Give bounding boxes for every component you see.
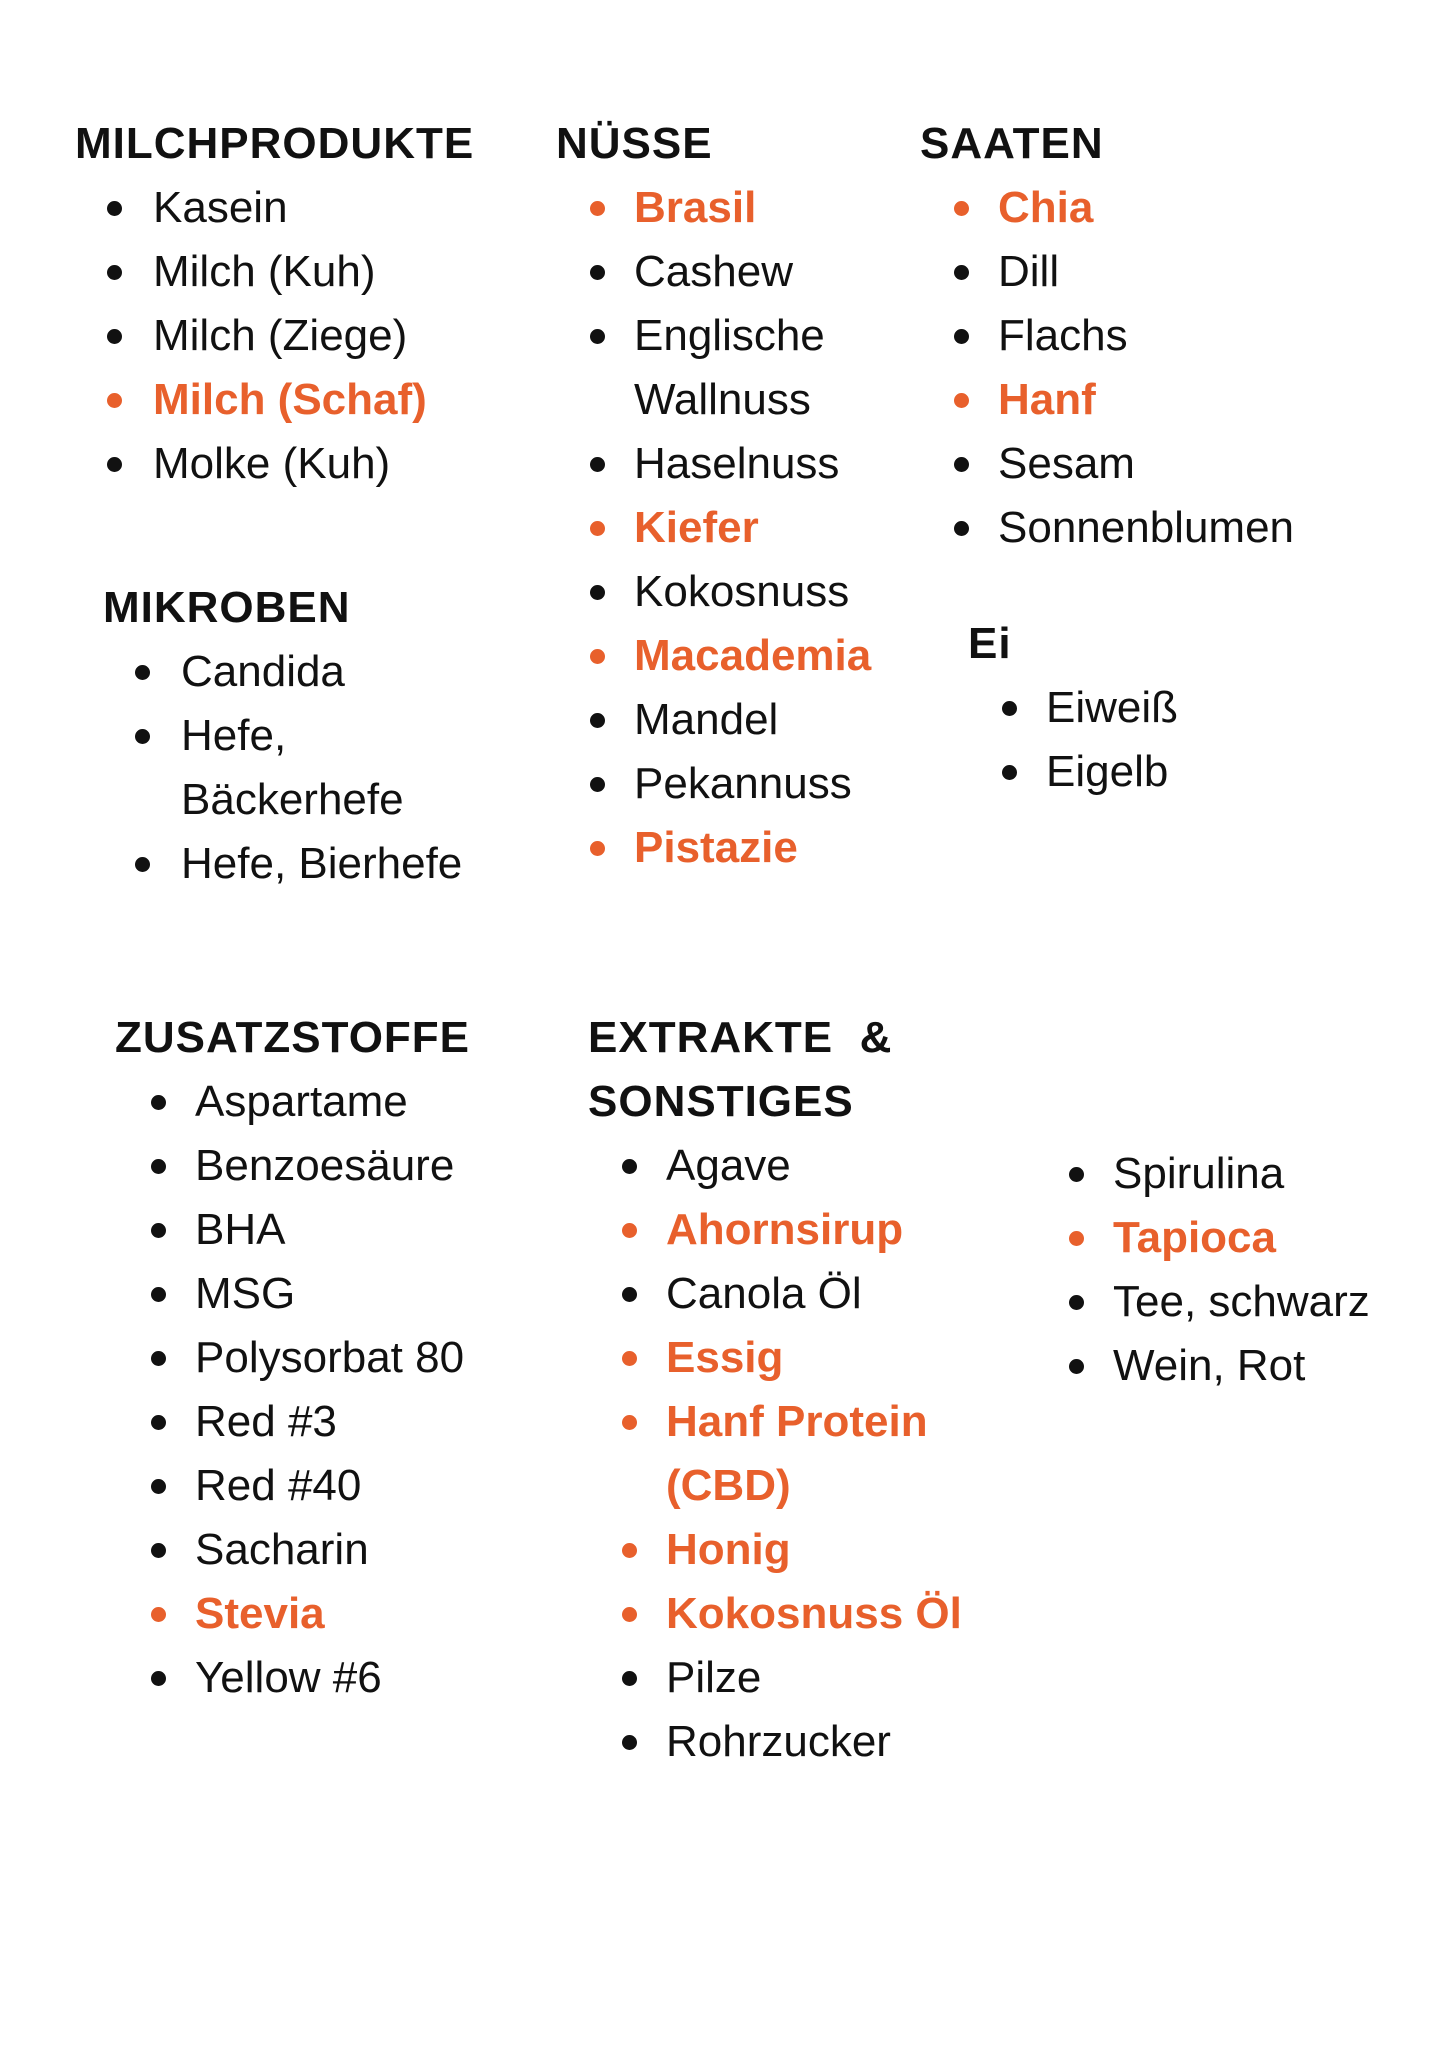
list-item-label: Milch (Schaf) xyxy=(153,375,427,424)
bullet-icon xyxy=(622,1351,637,1366)
section-nuesse xyxy=(556,112,871,880)
list-item-label: Hefe, Bierhefe xyxy=(181,839,463,888)
list-milchprodukte xyxy=(75,176,474,496)
bullet-icon xyxy=(1069,1295,1084,1310)
bullet-icon xyxy=(1069,1231,1084,1246)
bullet-icon xyxy=(622,1415,637,1430)
list-item-continuation xyxy=(103,768,462,832)
heading-zusatzstoffe: ZUSATZSTOFFE xyxy=(115,1013,471,1062)
bullet-icon xyxy=(151,1351,166,1366)
bullet-icon xyxy=(107,329,122,344)
list-item-label: Kasein xyxy=(153,183,288,232)
heading-nuesse: NÜSSE xyxy=(556,119,713,168)
list-item xyxy=(115,1134,470,1198)
bullet-icon xyxy=(107,201,122,216)
list-item xyxy=(103,704,462,768)
list-extrakte xyxy=(588,1134,962,1774)
list-item xyxy=(556,432,871,496)
list-item-label: Kokosnuss xyxy=(634,567,850,616)
list-item xyxy=(556,688,871,752)
bullet-icon xyxy=(151,1479,166,1494)
list-item-label: Chia xyxy=(998,183,1094,232)
list-item xyxy=(115,1070,470,1134)
list-item-label: Haselnuss xyxy=(634,439,840,488)
bullet-icon xyxy=(135,729,150,744)
bullet-icon xyxy=(590,585,605,600)
list-zusatzstoffe xyxy=(115,1070,470,1710)
list-item-continuation xyxy=(588,1454,962,1518)
list-item-label: Canola Öl xyxy=(666,1269,862,1318)
list-item-label: Agave xyxy=(666,1141,791,1190)
bullet-icon xyxy=(954,329,969,344)
list-item-label: BHA xyxy=(195,1205,286,1254)
list-saaten xyxy=(920,176,1294,560)
bullet-icon xyxy=(107,393,122,408)
list-item-label: Sacharin xyxy=(195,1525,369,1574)
list-item xyxy=(115,1518,470,1582)
bullet-icon xyxy=(622,1671,637,1686)
bullet-icon xyxy=(590,841,605,856)
heading-extrakte-line1: EXTRAKTE & xyxy=(588,1013,893,1062)
heading-ei: Ei xyxy=(968,619,1012,668)
list-item xyxy=(588,1390,962,1454)
list-item-label: Red #3 xyxy=(195,1397,337,1446)
bullet-icon xyxy=(590,777,605,792)
list-mikroben xyxy=(103,640,462,896)
list-item-label: Molke (Kuh) xyxy=(153,439,391,488)
list-item xyxy=(115,1646,470,1710)
list-item xyxy=(115,1454,470,1518)
list-item-label: Flachs xyxy=(998,311,1128,360)
list-item-label: Kiefer xyxy=(634,503,759,552)
list-item-label: Cashew xyxy=(634,247,793,296)
list-item-label: Mandel xyxy=(634,695,779,744)
list-nuesse xyxy=(556,176,871,880)
bullet-icon xyxy=(1069,1167,1084,1182)
list-sonstiges-continued xyxy=(1035,1142,1370,1398)
list-item xyxy=(1035,1142,1370,1206)
list-item xyxy=(556,624,871,688)
list-item-label: Hanf Protein xyxy=(666,1397,928,1446)
list-item xyxy=(588,1326,962,1390)
list-item xyxy=(920,368,1294,432)
list-item xyxy=(588,1646,962,1710)
list-item-label: MSG xyxy=(195,1269,296,1318)
bullet-icon xyxy=(622,1543,637,1558)
list-item-label: Pistazie xyxy=(634,823,798,872)
list-item xyxy=(75,176,474,240)
list-item-label: (CBD) xyxy=(666,1461,791,1510)
bullet-icon xyxy=(1069,1359,1084,1374)
list-item xyxy=(556,176,871,240)
bullet-icon xyxy=(151,1223,166,1238)
list-item xyxy=(588,1582,962,1646)
list-item xyxy=(968,676,1178,740)
section-sonstiges-continued xyxy=(1035,1142,1370,1398)
list-item-label: Wallnuss xyxy=(634,375,811,424)
list-item xyxy=(1035,1206,1370,1270)
list-item-label: Essig xyxy=(666,1333,784,1382)
bullet-icon xyxy=(622,1607,637,1622)
bullet-icon xyxy=(954,393,969,408)
list-item-label: Candida xyxy=(181,647,345,696)
list-item xyxy=(588,1198,962,1262)
list-item xyxy=(1035,1334,1370,1398)
list-item xyxy=(556,304,871,368)
list-item-label: Polysorbat 80 xyxy=(195,1333,465,1382)
section-zusatzstoffe xyxy=(115,1006,470,1710)
list-item xyxy=(556,496,871,560)
bullet-icon xyxy=(590,329,605,344)
list-item-label: Honig xyxy=(666,1525,791,1574)
list-item xyxy=(588,1134,962,1198)
bullet-icon xyxy=(135,665,150,680)
list-item xyxy=(588,1710,962,1774)
list-item-label: Kokosnuss Öl xyxy=(666,1589,962,1638)
bullet-icon xyxy=(151,1159,166,1174)
bullet-icon xyxy=(1002,765,1017,780)
bullet-icon xyxy=(622,1223,637,1238)
bullet-icon xyxy=(590,457,605,472)
list-item-label: Yellow #6 xyxy=(195,1653,382,1702)
list-item-label: Eiweiß xyxy=(1046,683,1179,732)
bullet-icon xyxy=(954,457,969,472)
list-ei xyxy=(968,676,1178,804)
list-item-label: Eigelb xyxy=(1046,747,1169,796)
list-item-label: Pekannuss xyxy=(634,759,852,808)
list-item-label: Aspartame xyxy=(195,1077,408,1126)
list-item xyxy=(968,740,1178,804)
list-item xyxy=(920,240,1294,304)
bullet-icon xyxy=(1002,701,1017,716)
list-item xyxy=(1035,1270,1370,1334)
list-item xyxy=(588,1518,962,1582)
bullet-icon xyxy=(622,1735,637,1750)
bullet-icon xyxy=(151,1671,166,1686)
bullet-icon xyxy=(590,265,605,280)
list-item-label: Red #40 xyxy=(195,1461,362,1510)
list-item xyxy=(920,176,1294,240)
list-item xyxy=(75,240,474,304)
list-item-label: Milch (Kuh) xyxy=(153,247,376,296)
heading-extrakte-line2: SONSTIGES xyxy=(588,1077,854,1126)
list-item-label: Sonnenblumen xyxy=(998,503,1295,552)
bullet-icon xyxy=(107,457,122,472)
bullet-icon xyxy=(590,521,605,536)
list-item xyxy=(556,240,871,304)
list-item-label: Pilze xyxy=(666,1653,762,1702)
heading-mikroben: MIKROBEN xyxy=(103,583,351,632)
list-item-continuation xyxy=(556,368,871,432)
list-item xyxy=(103,640,462,704)
bullet-icon xyxy=(590,713,605,728)
list-item-label: Macademia xyxy=(634,631,872,680)
bullet-icon xyxy=(954,265,969,280)
list-item-label: Benzoesäure xyxy=(195,1141,455,1190)
list-item xyxy=(556,560,871,624)
section-milchprodukte xyxy=(75,112,474,496)
bullet-icon xyxy=(151,1415,166,1430)
list-item-label: Brasil xyxy=(634,183,757,232)
list-item-label: Stevia xyxy=(195,1589,325,1638)
section-mikroben xyxy=(103,576,462,896)
list-item xyxy=(920,432,1294,496)
list-item-label: Sesam xyxy=(998,439,1135,488)
bullet-icon xyxy=(151,1543,166,1558)
list-item xyxy=(588,1262,962,1326)
list-item-label: Wein, Rot xyxy=(1113,1341,1306,1390)
bullet-icon xyxy=(590,649,605,664)
bullet-icon xyxy=(151,1095,166,1110)
list-item xyxy=(115,1582,470,1646)
heading-saaten: SAATEN xyxy=(920,119,1104,168)
list-item-label: Spirulina xyxy=(1113,1149,1285,1198)
bullet-icon xyxy=(954,521,969,536)
bullet-icon xyxy=(622,1287,637,1302)
bullet-icon xyxy=(622,1159,637,1174)
section-ei xyxy=(968,612,1178,804)
bullet-icon xyxy=(151,1287,166,1302)
list-item-label: Hanf xyxy=(998,375,1096,424)
list-item-label: Hefe, xyxy=(181,711,287,760)
section-extrakte xyxy=(588,1006,962,1774)
list-item xyxy=(115,1390,470,1454)
list-item xyxy=(75,304,474,368)
bullet-icon xyxy=(107,265,122,280)
list-item xyxy=(103,832,462,896)
bullet-icon xyxy=(954,201,969,216)
list-item xyxy=(75,368,474,432)
bullet-icon xyxy=(590,201,605,216)
list-item-label: Milch (Ziege) xyxy=(153,311,408,360)
list-item xyxy=(115,1326,470,1390)
list-item-label: Englische xyxy=(634,311,825,360)
list-item-label: Tapioca xyxy=(1113,1213,1277,1262)
list-item-label: Ahornsirup xyxy=(666,1205,904,1254)
list-item-label: Dill xyxy=(998,247,1060,296)
list-item xyxy=(556,816,871,880)
list-item-label: Bäckerhefe xyxy=(181,775,404,824)
list-item xyxy=(920,304,1294,368)
list-item xyxy=(115,1198,470,1262)
heading-milchprodukte: MILCHPRODUKTE xyxy=(75,119,475,168)
list-item xyxy=(920,496,1294,560)
list-item xyxy=(115,1262,470,1326)
section-saaten xyxy=(920,112,1294,560)
list-item xyxy=(556,752,871,816)
list-item-label: Rohrzucker xyxy=(666,1717,891,1766)
list-item-label: Tee, schwarz xyxy=(1113,1277,1370,1326)
bullet-icon xyxy=(151,1607,166,1622)
bullet-icon xyxy=(135,857,150,872)
list-item xyxy=(75,432,474,496)
